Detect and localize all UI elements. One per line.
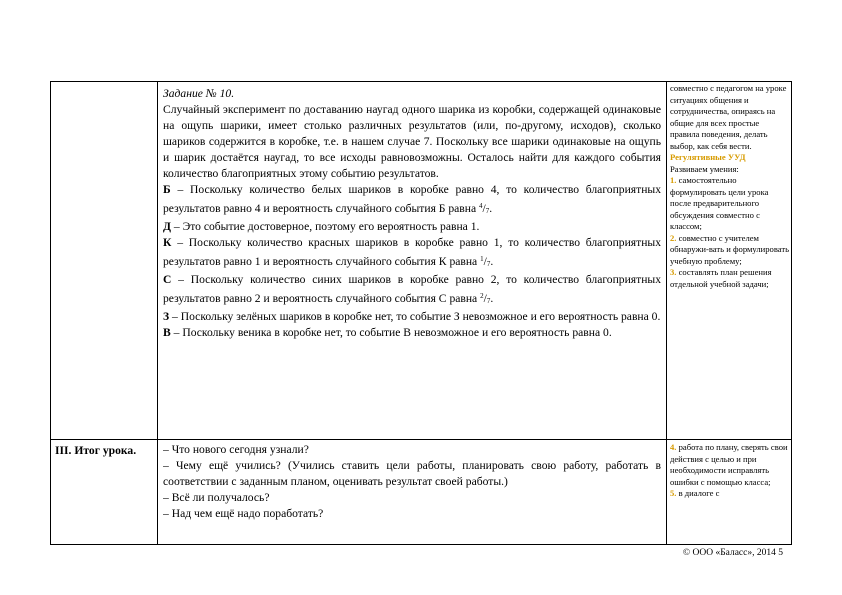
- fraction-numerator: 4: [479, 202, 483, 210]
- event-text: – Это событие достоверное, поэтому его вероятность равна 1.: [170, 220, 480, 233]
- fraction-numerator: 1: [480, 255, 484, 263]
- uud-skill-number: 1.: [670, 175, 677, 185]
- event-letter: З: [163, 310, 170, 323]
- task-title: Задание № 10.: [163, 87, 235, 100]
- event-letter: К: [163, 236, 172, 249]
- event-text: – Поскольку веника в коробке нет, то событие В невозможное и его вероятность равна 0.: [170, 326, 612, 339]
- event-item: [163, 182, 661, 219]
- event-item: [163, 325, 661, 341]
- uud-skill-list: [670, 175, 790, 290]
- event-tail: .: [489, 202, 493, 215]
- page-footer: © ООО «Баласс», 2014 5: [682, 548, 783, 558]
- uud-skill-text: составлять план решения отдельной учебной задачи;: [670, 267, 772, 289]
- probability-fraction: $^2/_7$: [480, 292, 491, 305]
- uud-skill-item: [670, 175, 790, 233]
- event-tail: .: [490, 292, 494, 305]
- event-letter: С: [163, 273, 172, 286]
- summary-question: – Над чем ещё надо поработать?: [163, 507, 324, 520]
- uud-skill-number: 2.: [670, 232, 677, 243]
- uud-skill-item: [670, 233, 790, 268]
- event-letter: В: [163, 326, 171, 339]
- summary-question: – Всё ли получалось?: [163, 491, 270, 504]
- uud-skill-text: самостоятельно формулировать цели урока после предварительного обсуждения совместно с классом;: [670, 175, 769, 231]
- uud-skill-number: 3.: [670, 267, 677, 277]
- task-intro: Случайный эксперимент по доставанию наугад одного шарика из коробки, содержащей одинаковые на ощупь шарики, имеет столько различных результатов (или, по-другому, исходов), сколько шариков содержится в коробке, т.е. в нашем случае 7. Поскольку все шарики одинаковые на ощупь и шарик достаётся наугад, то все исходы равновозможны. Осталось найти для каждого события количество благоприятных этому событию результатов.: [163, 103, 661, 180]
- uud-heading: Регулятивные УУД: [670, 152, 746, 162]
- summary-questions: [163, 442, 661, 522]
- row-divider: [51, 439, 791, 440]
- fraction-numerator: 2: [480, 292, 484, 300]
- uud-sub: Развиваем умения:: [670, 163, 739, 174]
- fraction-denominator: 7: [486, 260, 491, 268]
- summary-question: – Чему ещё учились? (Учились ставить цели работы, планировать свою работу, работать в соответствии с заданным планом, оценивать результат своей работы.): [163, 459, 661, 488]
- uud-skill-item: [670, 442, 790, 488]
- column-divider-1: [157, 82, 158, 544]
- uud-skill-list-2: [670, 442, 790, 500]
- probability-fraction: $^1/_7$: [480, 255, 491, 268]
- event-item: [163, 272, 661, 309]
- probability-fraction: $^4/_7$: [479, 202, 490, 215]
- event-tail: .: [490, 255, 494, 268]
- uud-skill-text: работа по плану, сверять свои действия с целью и при необходимости исправлять ошибки с помощью класса;: [670, 442, 788, 487]
- uud-skill-number: 4.: [670, 442, 677, 452]
- event-item: [163, 235, 661, 272]
- stage-label: III. Итог урока.: [55, 444, 137, 457]
- event-text: – Поскольку количество белых шариков в коробке равно 4, то количество благоприятных результатов равно 4 и вероятность случайного события Б равна: [163, 183, 661, 215]
- fraction-denominator: 7: [486, 297, 491, 305]
- lesson-table: [50, 81, 792, 545]
- uud-cell-1: [670, 83, 790, 438]
- event-letter: Д: [163, 220, 171, 233]
- uud-skill-item: [670, 488, 790, 500]
- column-divider-2: [666, 82, 667, 544]
- event-item: [163, 219, 661, 235]
- task-cell: [163, 86, 661, 436]
- uud-skill-text: совместно с учителем обнаружи-вать и формулировать учебную проблему;: [670, 232, 790, 266]
- event-text: – Поскольку количество красных шариков в коробке равно 1, то количество благоприятных результатов равно 1 и вероятность случайного события К равна: [163, 236, 661, 268]
- event-letter: Б: [163, 183, 171, 196]
- uud-intro: совместно с педагогом на уроке ситуациях общения и сотрудничества, опираясь на общие для всех простые правила поведения, делать выбор, как себя вести.: [670, 83, 787, 151]
- uud-skill-number: 5.: [670, 488, 677, 498]
- uud-cell-2: [670, 442, 790, 544]
- fraction-denominator: 7: [485, 207, 490, 215]
- summary-question: – Что нового сегодня узнали?: [163, 443, 309, 456]
- event-text: – Поскольку зелёных шариков в коробке нет, то событие З невозможное и его вероятность равна 0.: [169, 310, 661, 323]
- summary-cell: [163, 442, 661, 542]
- event-item: [163, 309, 661, 325]
- event-list: [163, 182, 661, 341]
- event-text: – Поскольку количество синих шариков в коробке равно 2, то количество благоприятных результатов равно 2 и вероятность случайного события С равна: [163, 273, 661, 305]
- uud-skill-text: в диалоге с: [676, 488, 720, 498]
- uud-skill-item: [670, 267, 790, 290]
